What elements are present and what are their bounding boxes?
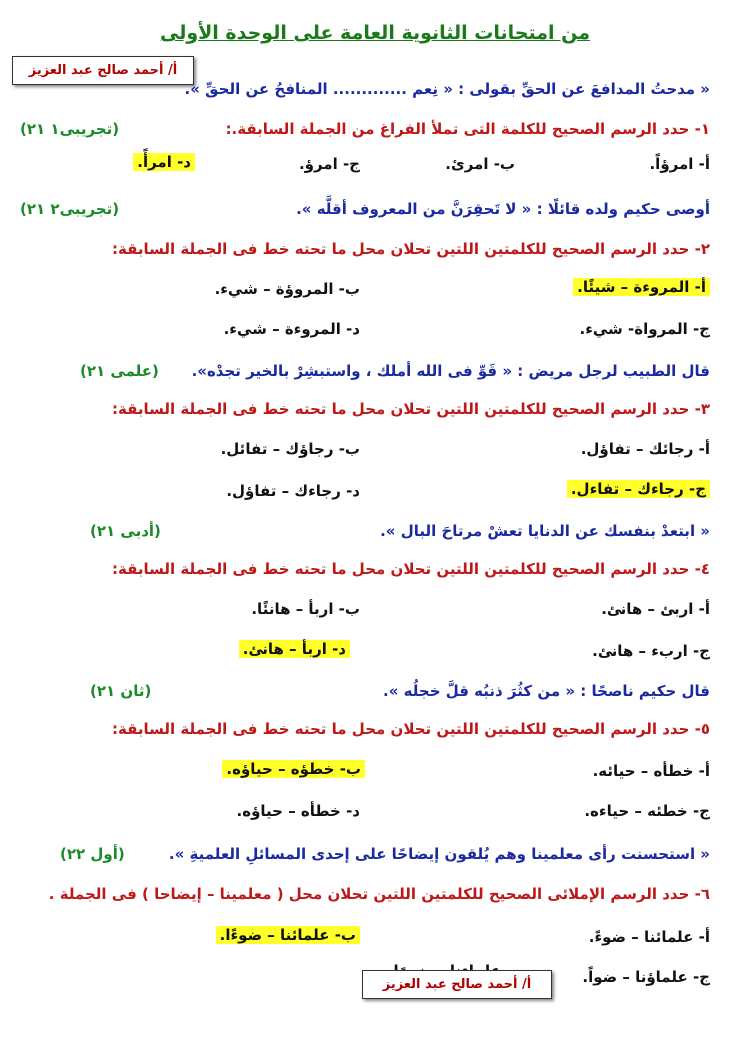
q5-context-text: قال حكيم ناصحًا : « من كثُرَ ذنبُه قلَّ خجلُه ». (383, 682, 710, 700)
q3-option-a[interactable]: أ- رجائك – تفاؤل. (580, 440, 710, 458)
q4-prompt: ٤- حدد الرسم الصحيح للكلمتين اللتين تحلان محل ما تحته خط فى الجملة السابقة: (111, 560, 710, 578)
q6-prompt: ٦- حدد الرسم الإملائى الصحيح للكلمتين اللتين تحلان محل ( معلمينا – إيضاحا ) فى الجملة . (48, 885, 710, 903)
q3-prompt: ٣- حدد الرسم الصحيح للكلمتين اللتين تحلان محل ما تحته خط فى الجملة السابقة: (111, 400, 710, 418)
q5-prompt: ٥- حدد الرسم الصحيح للكلمتين اللتين تحلان محل ما تحته خط فى الجملة السابقة: (111, 720, 710, 738)
q3-context (20, 362, 710, 380)
q4-source: (أدبى ٢١) (90, 522, 161, 540)
q5-context (20, 682, 710, 700)
q2-context-text: أوصى حكيم ولده قائلًا : « لا تَحقِرَنَّ من المعروف أقلَّه ». (296, 200, 710, 218)
q2-option-a[interactable]: أ- المروءة – شيئًا. (573, 278, 710, 296)
q2-source: (تجريبى٢ ٢١) (20, 200, 120, 218)
q6-context-text: « استحسنت رأى معلمينا وهم يُلقون إيضاحًا على إحدى المسائلِ العلميةِ ». (168, 845, 710, 863)
q4-context (20, 522, 710, 540)
q1-source: (تجريبى١ ٢١) (20, 120, 120, 138)
page-title: من امتحانات الثانوية العامة على الوحدة الأولى (159, 22, 591, 44)
q2-option-d[interactable]: د- المروءة – شيء. (223, 320, 360, 338)
q2-prompt: ٢- حدد الرسم الصحيح للكلمتين اللتين تحلان محل ما تحته خط فى الجملة السابقة: (111, 240, 710, 258)
q3-source: (علمى ٢١) (80, 362, 159, 380)
q4-option-b[interactable]: ب- اربأ – هانئًا. (251, 600, 360, 618)
q1-option-c[interactable]: ج- امرؤ. (298, 155, 360, 173)
q4-option-d[interactable]: د- اربأ – هانئ. (239, 640, 350, 658)
q2-context (20, 200, 710, 218)
author-stamp-top: أ/ أحمد صالح عبد العزيز (12, 56, 194, 85)
q1-prompt-text: ١- حدد الرسم الصحيح للكلمة التى تملأ الفراغ من الجملة السابقة.: (225, 120, 710, 138)
q4-option-a[interactable]: أ- اربئ – هانئ. (601, 600, 710, 618)
q1-context: « مدحتُ المدافعَ عن الحقِّ بقولى : « نِعم ............. المنافحُ عن الحقِّ ». (184, 80, 710, 98)
author-stamp-bottom: أ/ أحمد صالح عبد العزيز (362, 970, 552, 999)
q5-option-b[interactable]: ب- خطؤه – حياؤه. (222, 760, 365, 778)
q5-option-d[interactable]: د- خطأه – حياؤه. (236, 802, 360, 820)
q6-option-b[interactable]: ب- علمائنا – ضوءًا. (216, 926, 360, 944)
q1-option-a[interactable]: أ- امرؤاً. (649, 155, 710, 173)
q3-option-b[interactable]: ب- رجاؤك – تفائل. (220, 440, 360, 458)
q6-source: (أول ٢٢) (60, 845, 125, 863)
q5-option-a[interactable]: أ- خطأه – حيائه. (592, 762, 710, 780)
q5-option-c[interactable]: ج- خطئه – حياءه. (584, 802, 710, 820)
q4-option-c[interactable]: ج- اربء – هانئ. (592, 642, 710, 660)
q1-prompt (20, 120, 710, 138)
q6-option-c[interactable]: ج- علماؤنا – ضواً. (582, 968, 710, 986)
q2-option-b[interactable]: ب- المروؤة – شيء. (214, 280, 360, 298)
q6-option-a[interactable]: أ- علمائنا – ضوءً. (588, 928, 710, 946)
q3-option-c[interactable]: ج- رجاءك – تفاءل. (567, 480, 710, 498)
q4-context-text: « ابتعدْ بنفسك عن الدنايا تعشْ مرتاحَ البال ». (380, 522, 710, 540)
q1-option-b[interactable]: ب- امرئ. (445, 155, 515, 173)
q3-context-text: قال الطبيب لرجل مريض : « قَوِّ فى الله أملك ، واستبشِرْ بالخير تجدْه». (191, 362, 710, 380)
q3-option-d[interactable]: د- رجاءك – تفاؤل. (226, 482, 360, 500)
q5-source: (ثان ٢١) (90, 682, 152, 700)
q1-option-d[interactable]: د- امرأً. (133, 153, 195, 171)
q2-option-c[interactable]: ج- المرواة- شيء. (579, 320, 710, 338)
q6-context (20, 845, 710, 863)
